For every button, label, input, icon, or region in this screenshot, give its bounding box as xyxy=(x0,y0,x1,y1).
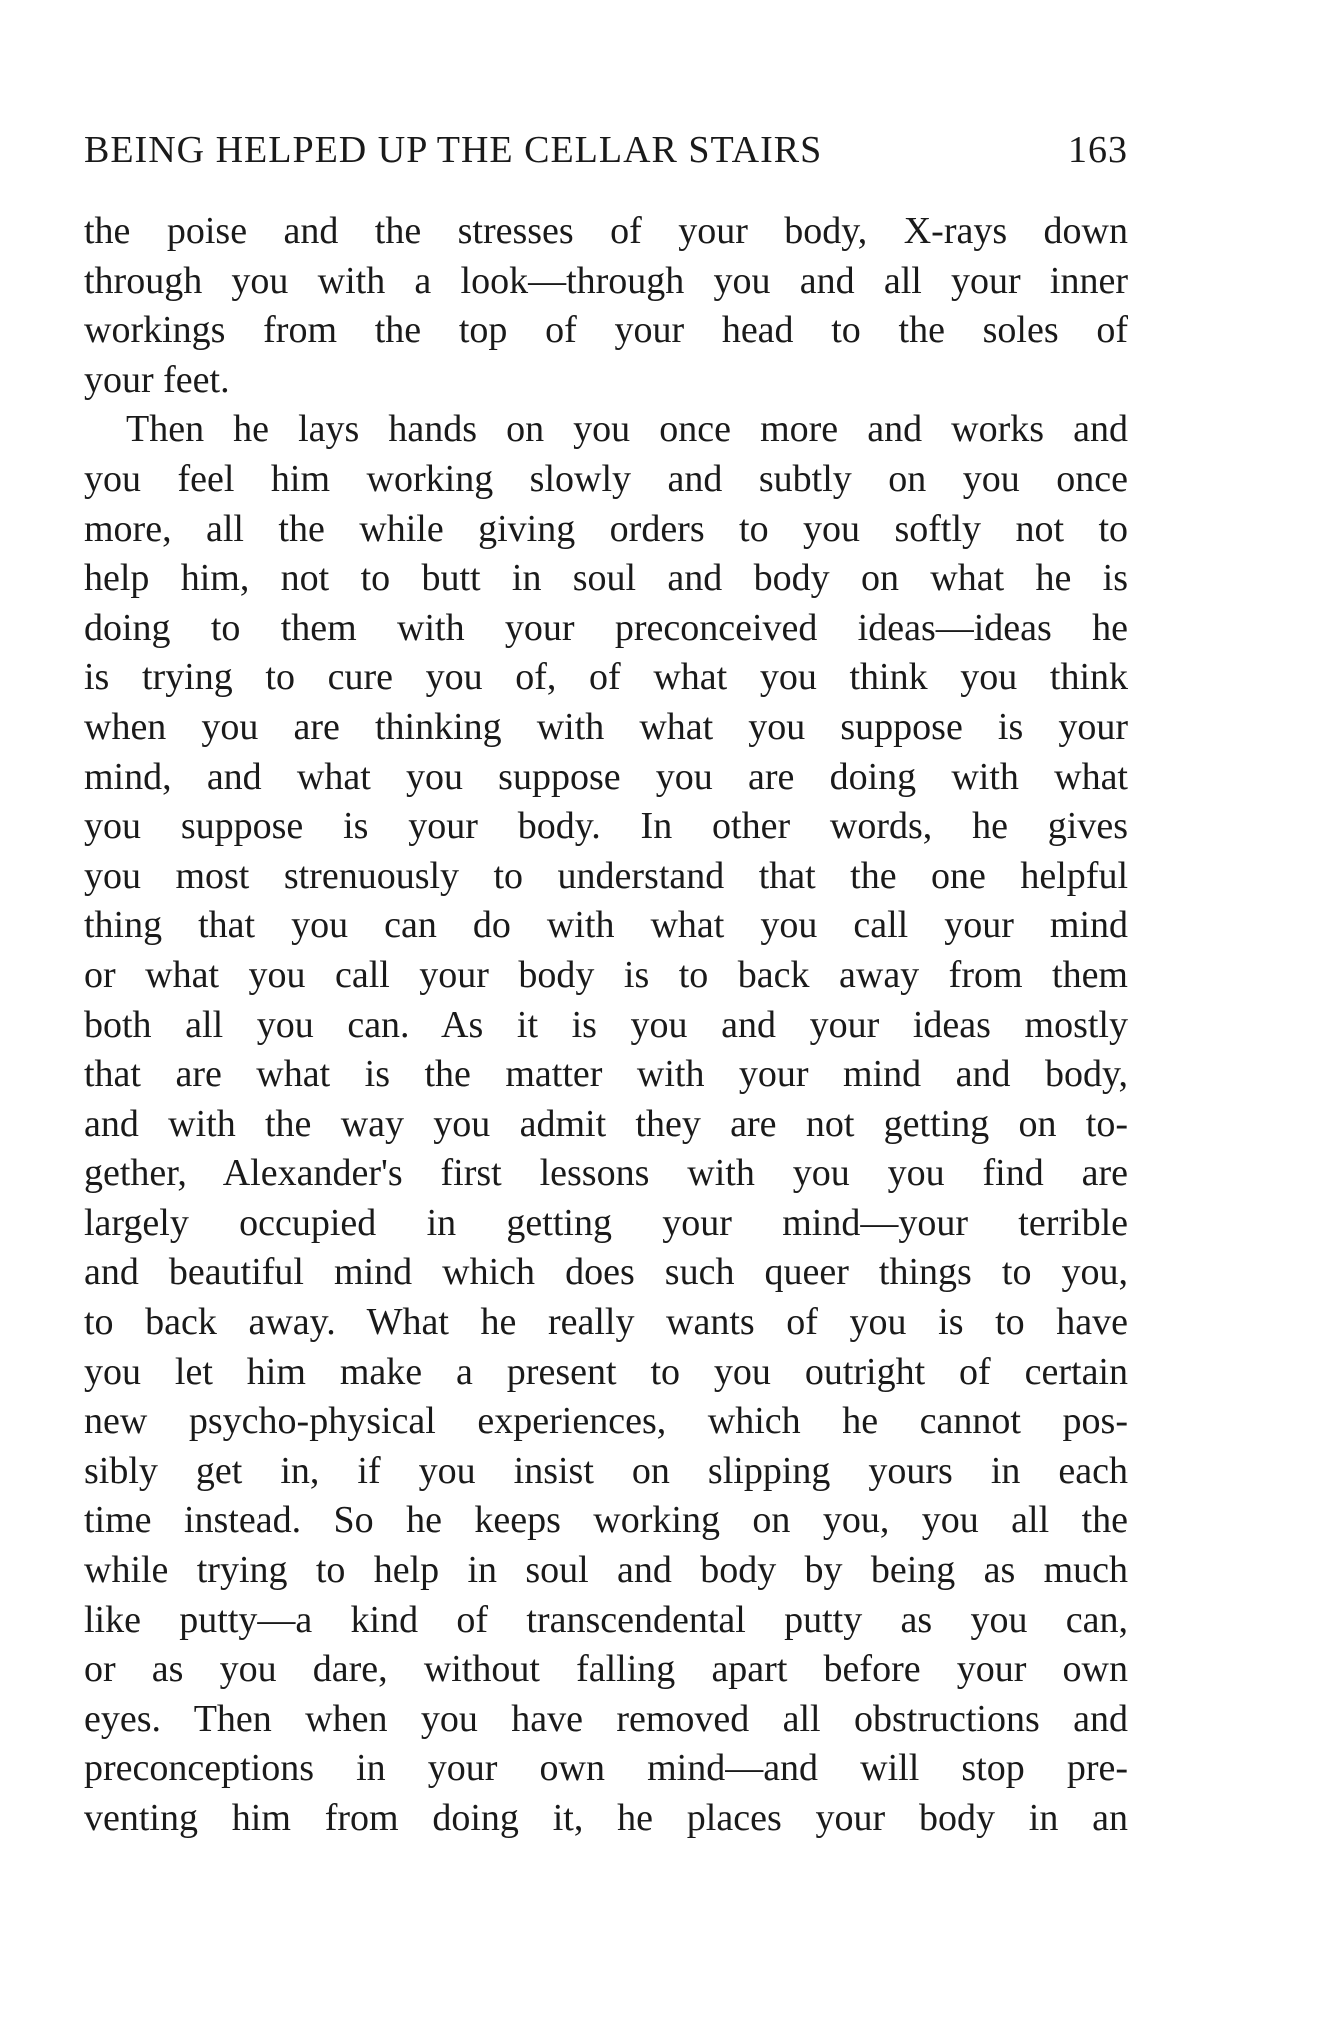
text-line: venting him from doing it, he places your body in an xyxy=(84,1797,1128,1839)
text-line: you most strenuously to understand that the one helpful xyxy=(84,854,1128,897)
running-title: BEING HELPED UP THE CELLAR STAIRS xyxy=(84,129,823,171)
text-line: both all you can. As it is you and your ideas mostly xyxy=(84,1003,1128,1046)
text-line: eyes. Then when you have removed all obstructions and xyxy=(84,1697,1128,1740)
text-line: Then he lays hands on you once more and works and xyxy=(126,408,1128,451)
text-line: and with the way you admit they are not getting on to- xyxy=(84,1102,1128,1145)
text-line: new psycho-physical experiences, which he cannot pos- xyxy=(84,1400,1128,1443)
text-line: you feel him working slowly and subtly on you once xyxy=(84,457,1128,500)
text-line: gether, Alexander's first lessons with you you find are xyxy=(84,1152,1128,1195)
text-line: like putty—a kind of transcendental putty as you can, xyxy=(84,1598,1128,1641)
text-line: largely occupied in getting your mind—your terrible xyxy=(84,1201,1128,1244)
text-line: is trying to cure you of, of what you think you think xyxy=(84,656,1128,699)
text-line: when you are thinking with what you suppose is your xyxy=(84,705,1128,748)
text-line: sibly get in, if you insist on slipping yours in each xyxy=(84,1449,1128,1492)
body-text xyxy=(84,207,1128,1844)
text-line: doing to them with your preconceived ideas—ideas he xyxy=(84,606,1128,649)
running-head xyxy=(84,128,1128,188)
text-line: workings from the top of your head to the soles of xyxy=(84,309,1128,352)
text-line: you let him make a present to you outright of certain xyxy=(84,1350,1128,1393)
text-line: or as you dare, without falling apart before your own xyxy=(84,1648,1128,1691)
text-line: through you with a look—through you and all your inner xyxy=(84,259,1128,302)
text-line: to back away. What he really wants of you is to have xyxy=(84,1301,1128,1344)
text-line: more, all the while giving orders to you softly not to xyxy=(84,507,1128,550)
text-line: and beautiful mind which does such queer things to you, xyxy=(84,1251,1128,1294)
text-line: the poise and the stresses of your body, X-rays down xyxy=(84,210,1128,252)
text-line: or what you call your body is to back away from them xyxy=(84,953,1128,996)
page-number: 163 xyxy=(1068,129,1128,171)
text-line: thing that you can do with what you call your mind xyxy=(84,904,1128,947)
text-line: your feet. xyxy=(84,358,230,401)
text-line: you suppose is your body. In other words, he gives xyxy=(84,805,1128,848)
text-line: time instead. So he keeps working on you, you all the xyxy=(84,1499,1128,1542)
text-line: preconceptions in your own mind—and will stop pre- xyxy=(84,1747,1128,1790)
text-line: help him, not to butt in soul and body on what he is xyxy=(84,557,1128,600)
text-line: mind, and what you suppose you are doing with what xyxy=(84,755,1128,798)
text-line: while trying to help in soul and body by being as much xyxy=(84,1549,1128,1592)
text-line: that are what is the matter with your mind and body, xyxy=(84,1053,1128,1096)
